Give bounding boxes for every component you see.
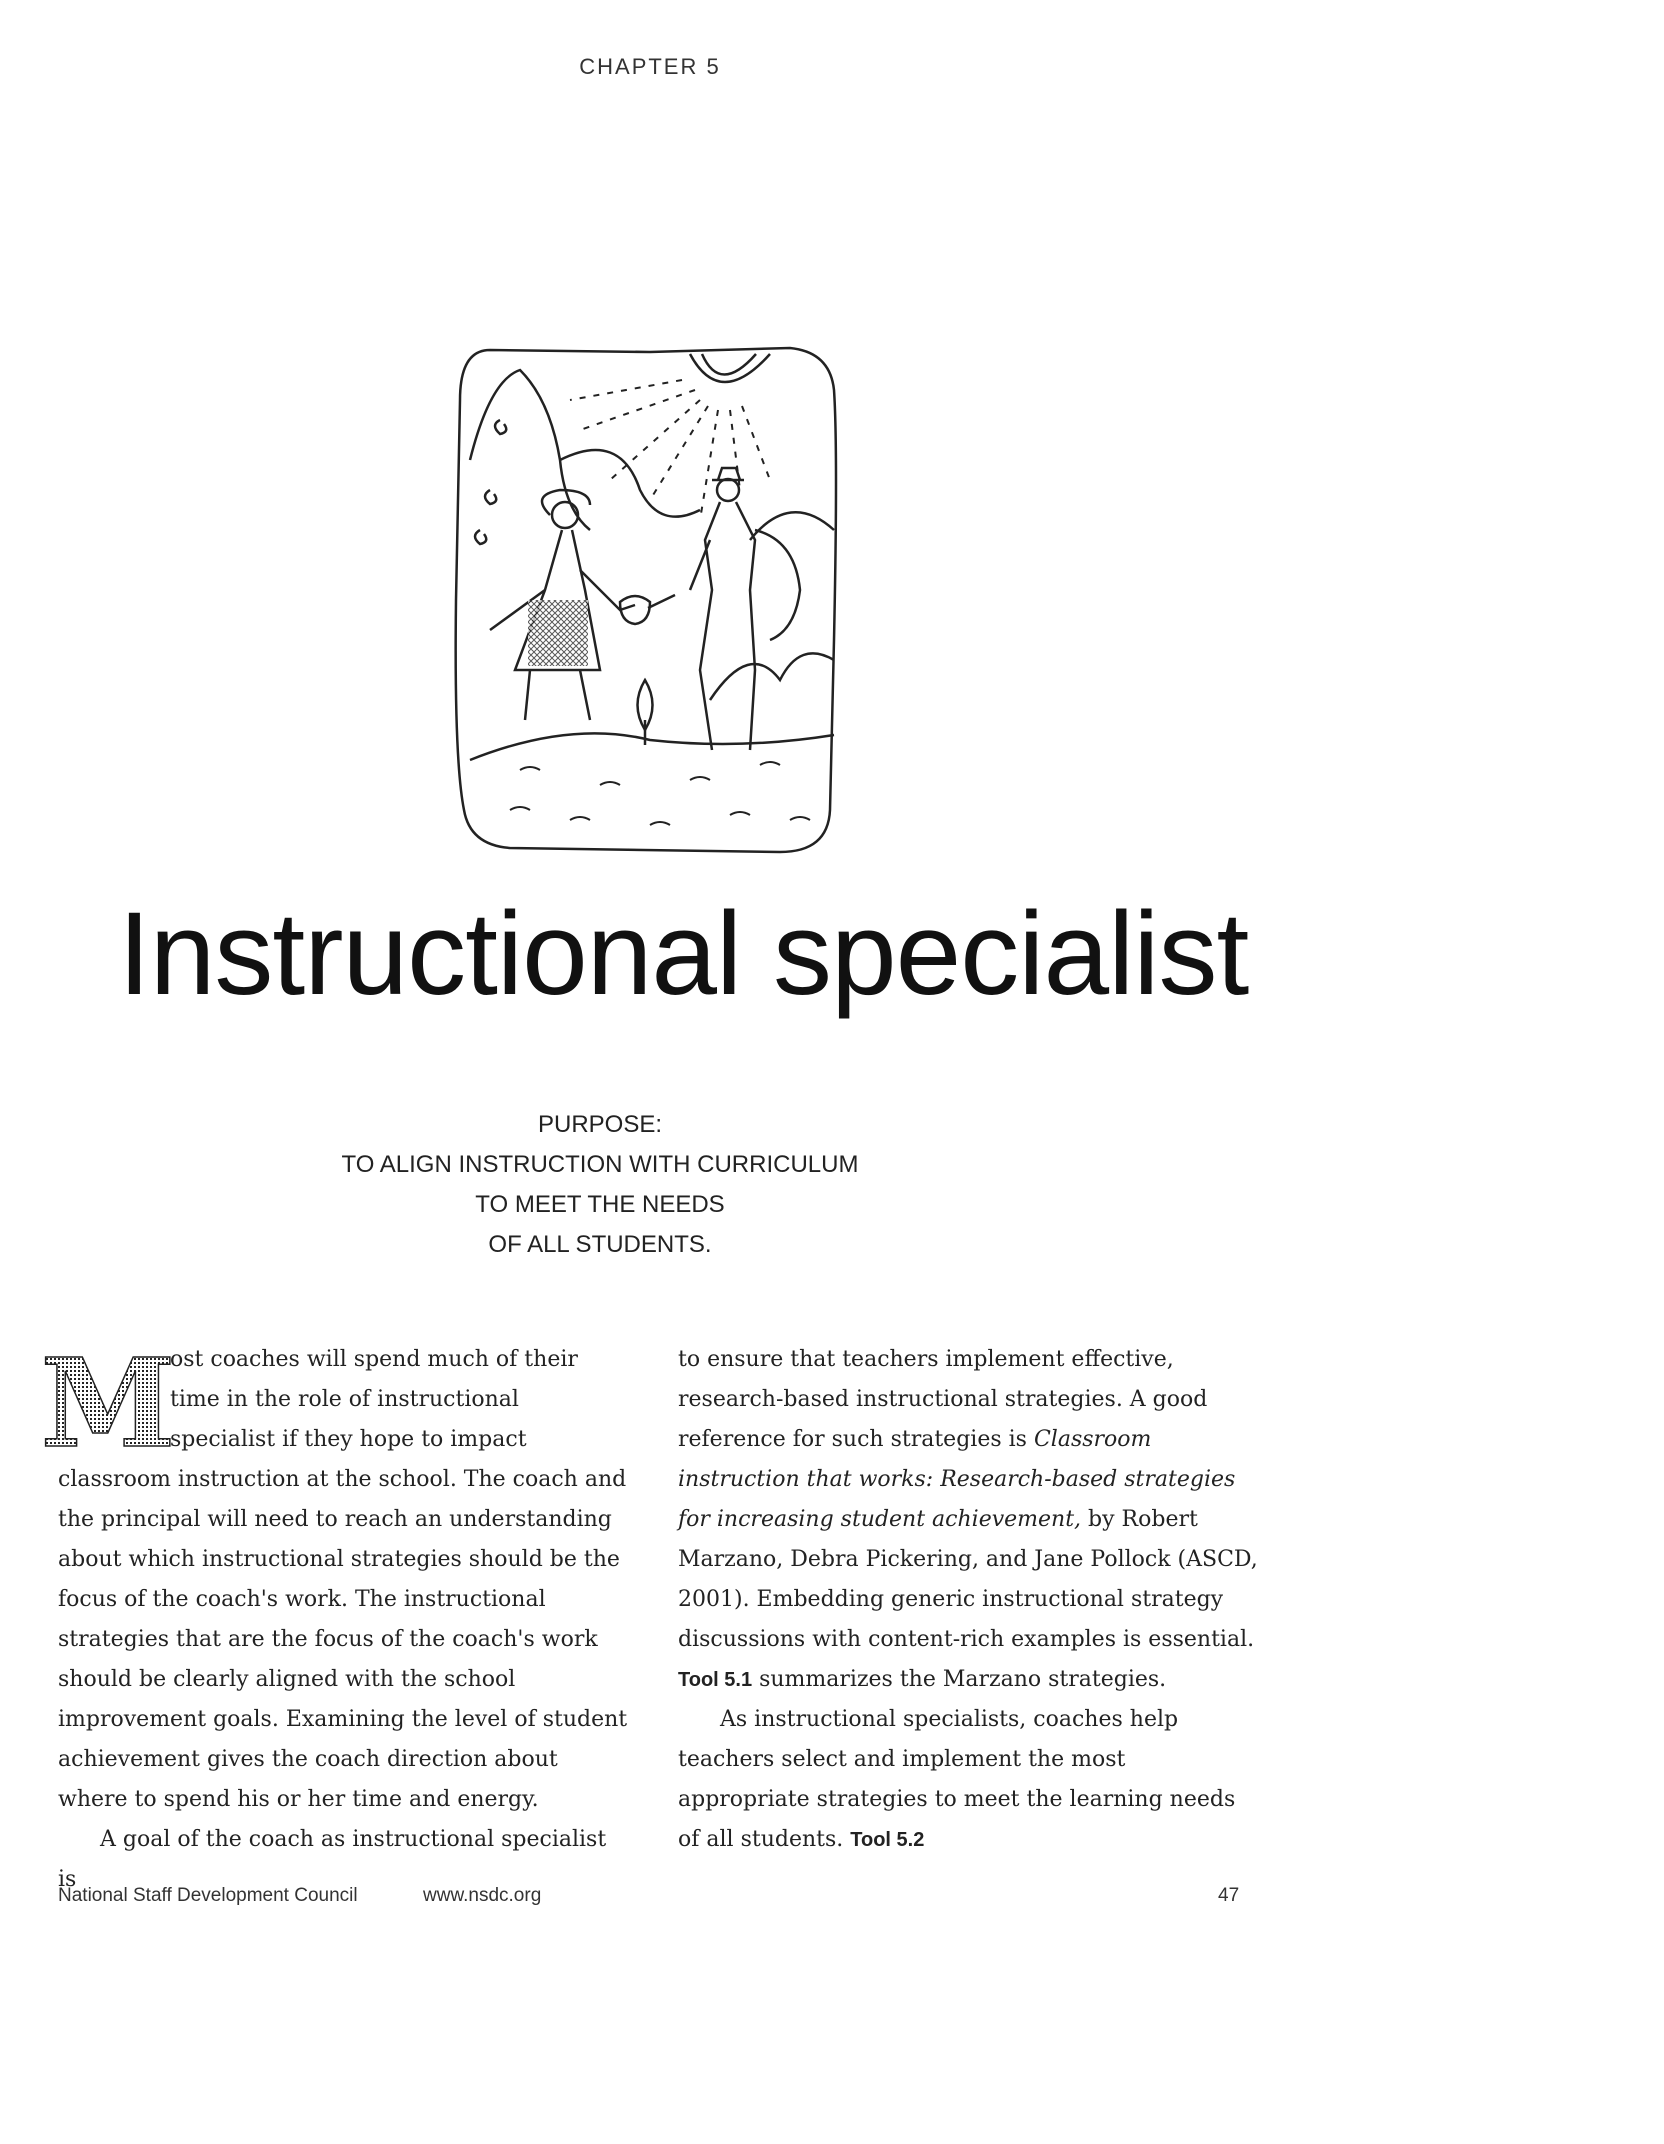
footer-organization: National Staff Development Council [58, 1885, 358, 1906]
paragraph-text: by Robert Marzano, Debra Pickering, and Jane Pollock (ASCD, 2001). Embedding generic instructional strategy discussions with content-rich examples is essential. [678, 1507, 1258, 1652]
tool-reference: Tool 5.2 [850, 1829, 925, 1851]
body-column-right [678, 1340, 1258, 1860]
dropcap-letter-m [40, 1331, 176, 1475]
paragraph-text: summarizes the Marzano strategies. [752, 1667, 1167, 1692]
gardener-illustration [450, 340, 840, 860]
footer-url: www.nsdc.org [423, 1885, 542, 1906]
chapter-label: CHAPTER 5 [579, 54, 721, 79]
paragraph-text: As instructional specialists, coaches help teachers select and implement the most appropriate strategies to meet the learning needs of all students. [678, 1707, 1236, 1852]
book-title: Classroom instruction that works: Research-based strategies for increasing student achievement, [678, 1427, 1236, 1532]
page-number: 47 [1218, 1885, 1240, 1906]
purpose-line: PURPOSE: [537, 1111, 663, 1138]
body-column-left [40, 1331, 628, 1900]
purpose-line: OF ALL STUDENTS. [488, 1231, 712, 1258]
svg-text:M: M [40, 1331, 176, 1475]
purpose-line: TO ALIGN INSTRUCTION WITH CURRICULUM [341, 1151, 859, 1178]
paragraph: A goal of the coach as instructional specialist is [58, 1827, 607, 1892]
paragraph [678, 1340, 1258, 1700]
tool-reference: Tool 5.1 [678, 1669, 753, 1691]
purpose-line: TO MEET THE NEEDS [475, 1191, 725, 1218]
paragraph-text: to ensure that teachers implement effective, research-based instructional strategies. A good reference for such strategies is [678, 1347, 1208, 1452]
paragraph: ost coaches will spend much of their time in the role of instructional specialist if they hope to impact classroom instruction at the school. The coach and the principal will need to reach an understanding about which instructional strategies should be the focus of the coach's work. The instructional strategies that are the focus of the coach's work should be clearly aligned with the school improvement goals. Examining the level of student achievement gives the coach direction about where to spend his or her time and energy. [58, 1347, 628, 1812]
paragraph [678, 1700, 1258, 1860]
page-title: Instructional specialist [118, 888, 1249, 1020]
purpose-statement [300, 1105, 900, 1265]
